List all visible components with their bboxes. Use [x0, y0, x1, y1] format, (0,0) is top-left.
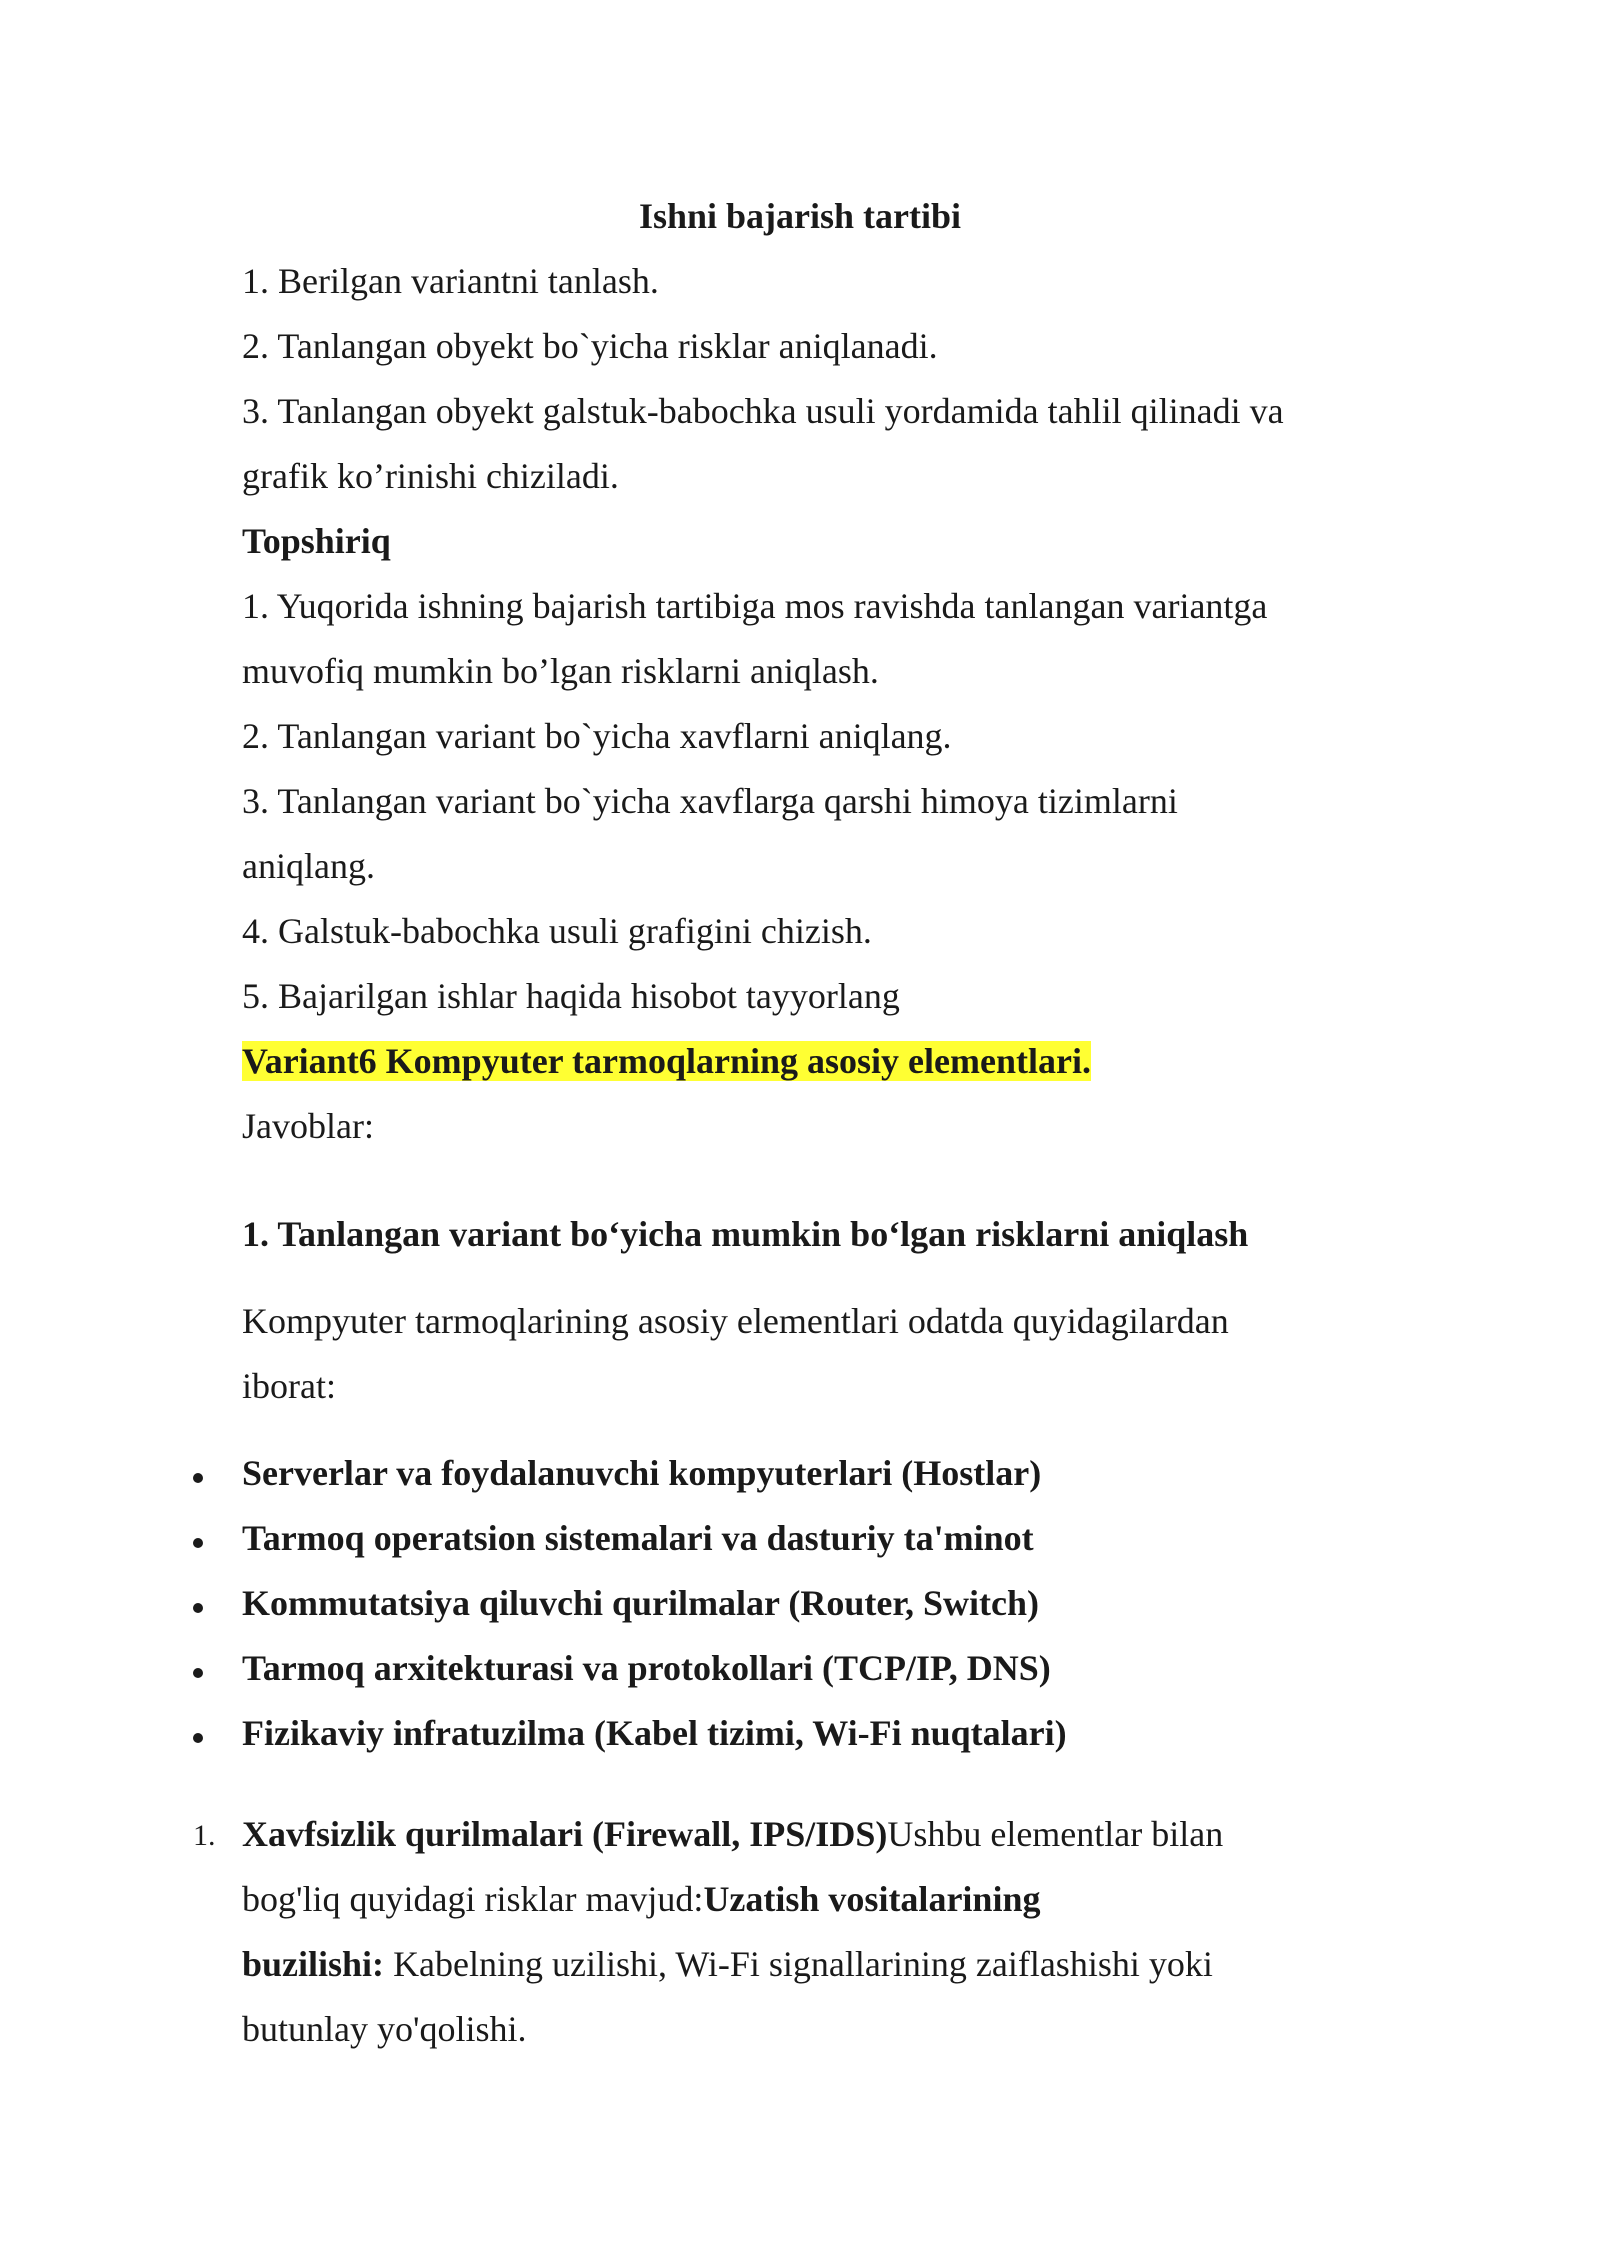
- task-line: muvofiq mumkin bo’lgan risklarni aniqlash.: [242, 651, 879, 691]
- task-heading: Topshiriq: [242, 521, 391, 561]
- task-line: 5. Bajarilgan ishlar haqida hisobot tayyorlang: [242, 976, 900, 1016]
- bullet-item: Fizikaviy infratuzilma (Kabel tizimi, Wi-Fi nuqtalari): [242, 1713, 1067, 1753]
- bullet-icon: [193, 1668, 203, 1678]
- section-heading: 1. Tanlangan variant bo‘yicha mumkin bo‘lgan risklarni aniqlash: [242, 1214, 1249, 1254]
- procedure-line: 1. Berilgan variantni tanlash.: [242, 261, 659, 301]
- numbered-item-line: [242, 1812, 1223, 1856]
- numbered-item-line: butunlay yo'qolishi.: [242, 2009, 527, 2049]
- procedure-line: 2. Tanlangan obyekt bo`yicha risklar aniqlanadi.: [242, 326, 938, 366]
- task-line: 4. Galstuk-babochka usuli grafigini chizish.: [242, 911, 872, 951]
- intro-line: iborat:: [242, 1366, 336, 1406]
- bullet-item: Tarmoq arxitekturasi va protokollari (TCP/IP, DNS): [242, 1648, 1051, 1688]
- bullet-item: Kommutatsiya qiluvchi qurilmalar (Router, Switch): [242, 1583, 1040, 1623]
- bullet-icon: [193, 1538, 203, 1548]
- bullet-icon: [193, 1733, 203, 1743]
- variant-highlight: Variant6 Kompyuter tarmoqlarning asosiy elementlari.: [242, 1041, 1091, 1081]
- answers-label: Javoblar:: [242, 1106, 374, 1146]
- numbered-item-line: [242, 1877, 1040, 1921]
- numbered-item-bold: buzilishi:: [242, 1944, 385, 1984]
- task-line: 1. Yuqorida ishning bajarish tartibiga mos ravishda tanlangan variantga: [242, 586, 1268, 626]
- numbered-item-line: [242, 1942, 1213, 1986]
- numbered-item-text: Ushbu elementlar bilan: [887, 1814, 1224, 1854]
- variant-line: [242, 1039, 1091, 1083]
- task-line: aniqlang.: [242, 846, 375, 886]
- numbered-item-text: Kabelning uzilishi, Wi-Fi signallarining zaiflashishi yoki: [384, 1944, 1213, 1984]
- procedure-line: 3. Tanlangan obyekt galstuk-babochka usuli yordamida tahlil qilinadi va: [242, 391, 1284, 431]
- bullet-icon: [193, 1603, 203, 1613]
- page-title: Ishni bajarish tartibi: [638, 196, 962, 236]
- numbered-item-bold: Xavfsizlik qurilmalari (Firewall, IPS/IDS): [242, 1814, 888, 1854]
- numbered-item-bold: Uzatish vositalarining: [703, 1879, 1041, 1919]
- bullet-icon: [193, 1473, 203, 1483]
- numbered-item-text: bog'liq quyidagi risklar mavjud:: [242, 1879, 704, 1919]
- task-line: 2. Tanlangan variant bo`yicha xavflarni aniqlang.: [242, 716, 952, 756]
- intro-line: Kompyuter tarmoqlarining asosiy elementlari odatda quyidagilardan: [242, 1301, 1229, 1341]
- list-number: 1.: [193, 1819, 216, 1852]
- bullet-item: Serverlar va foydalanuvchi kompyuterlari (Hostlar): [242, 1453, 1042, 1493]
- procedure-line: grafik ko’rinishi chiziladi.: [242, 456, 619, 496]
- bullet-item: Tarmoq operatsion sistemalari va dasturiy ta'minot: [242, 1518, 1034, 1558]
- task-line: 3. Tanlangan variant bo`yicha xavflarga qarshi himoya tizimlarni: [242, 781, 1178, 821]
